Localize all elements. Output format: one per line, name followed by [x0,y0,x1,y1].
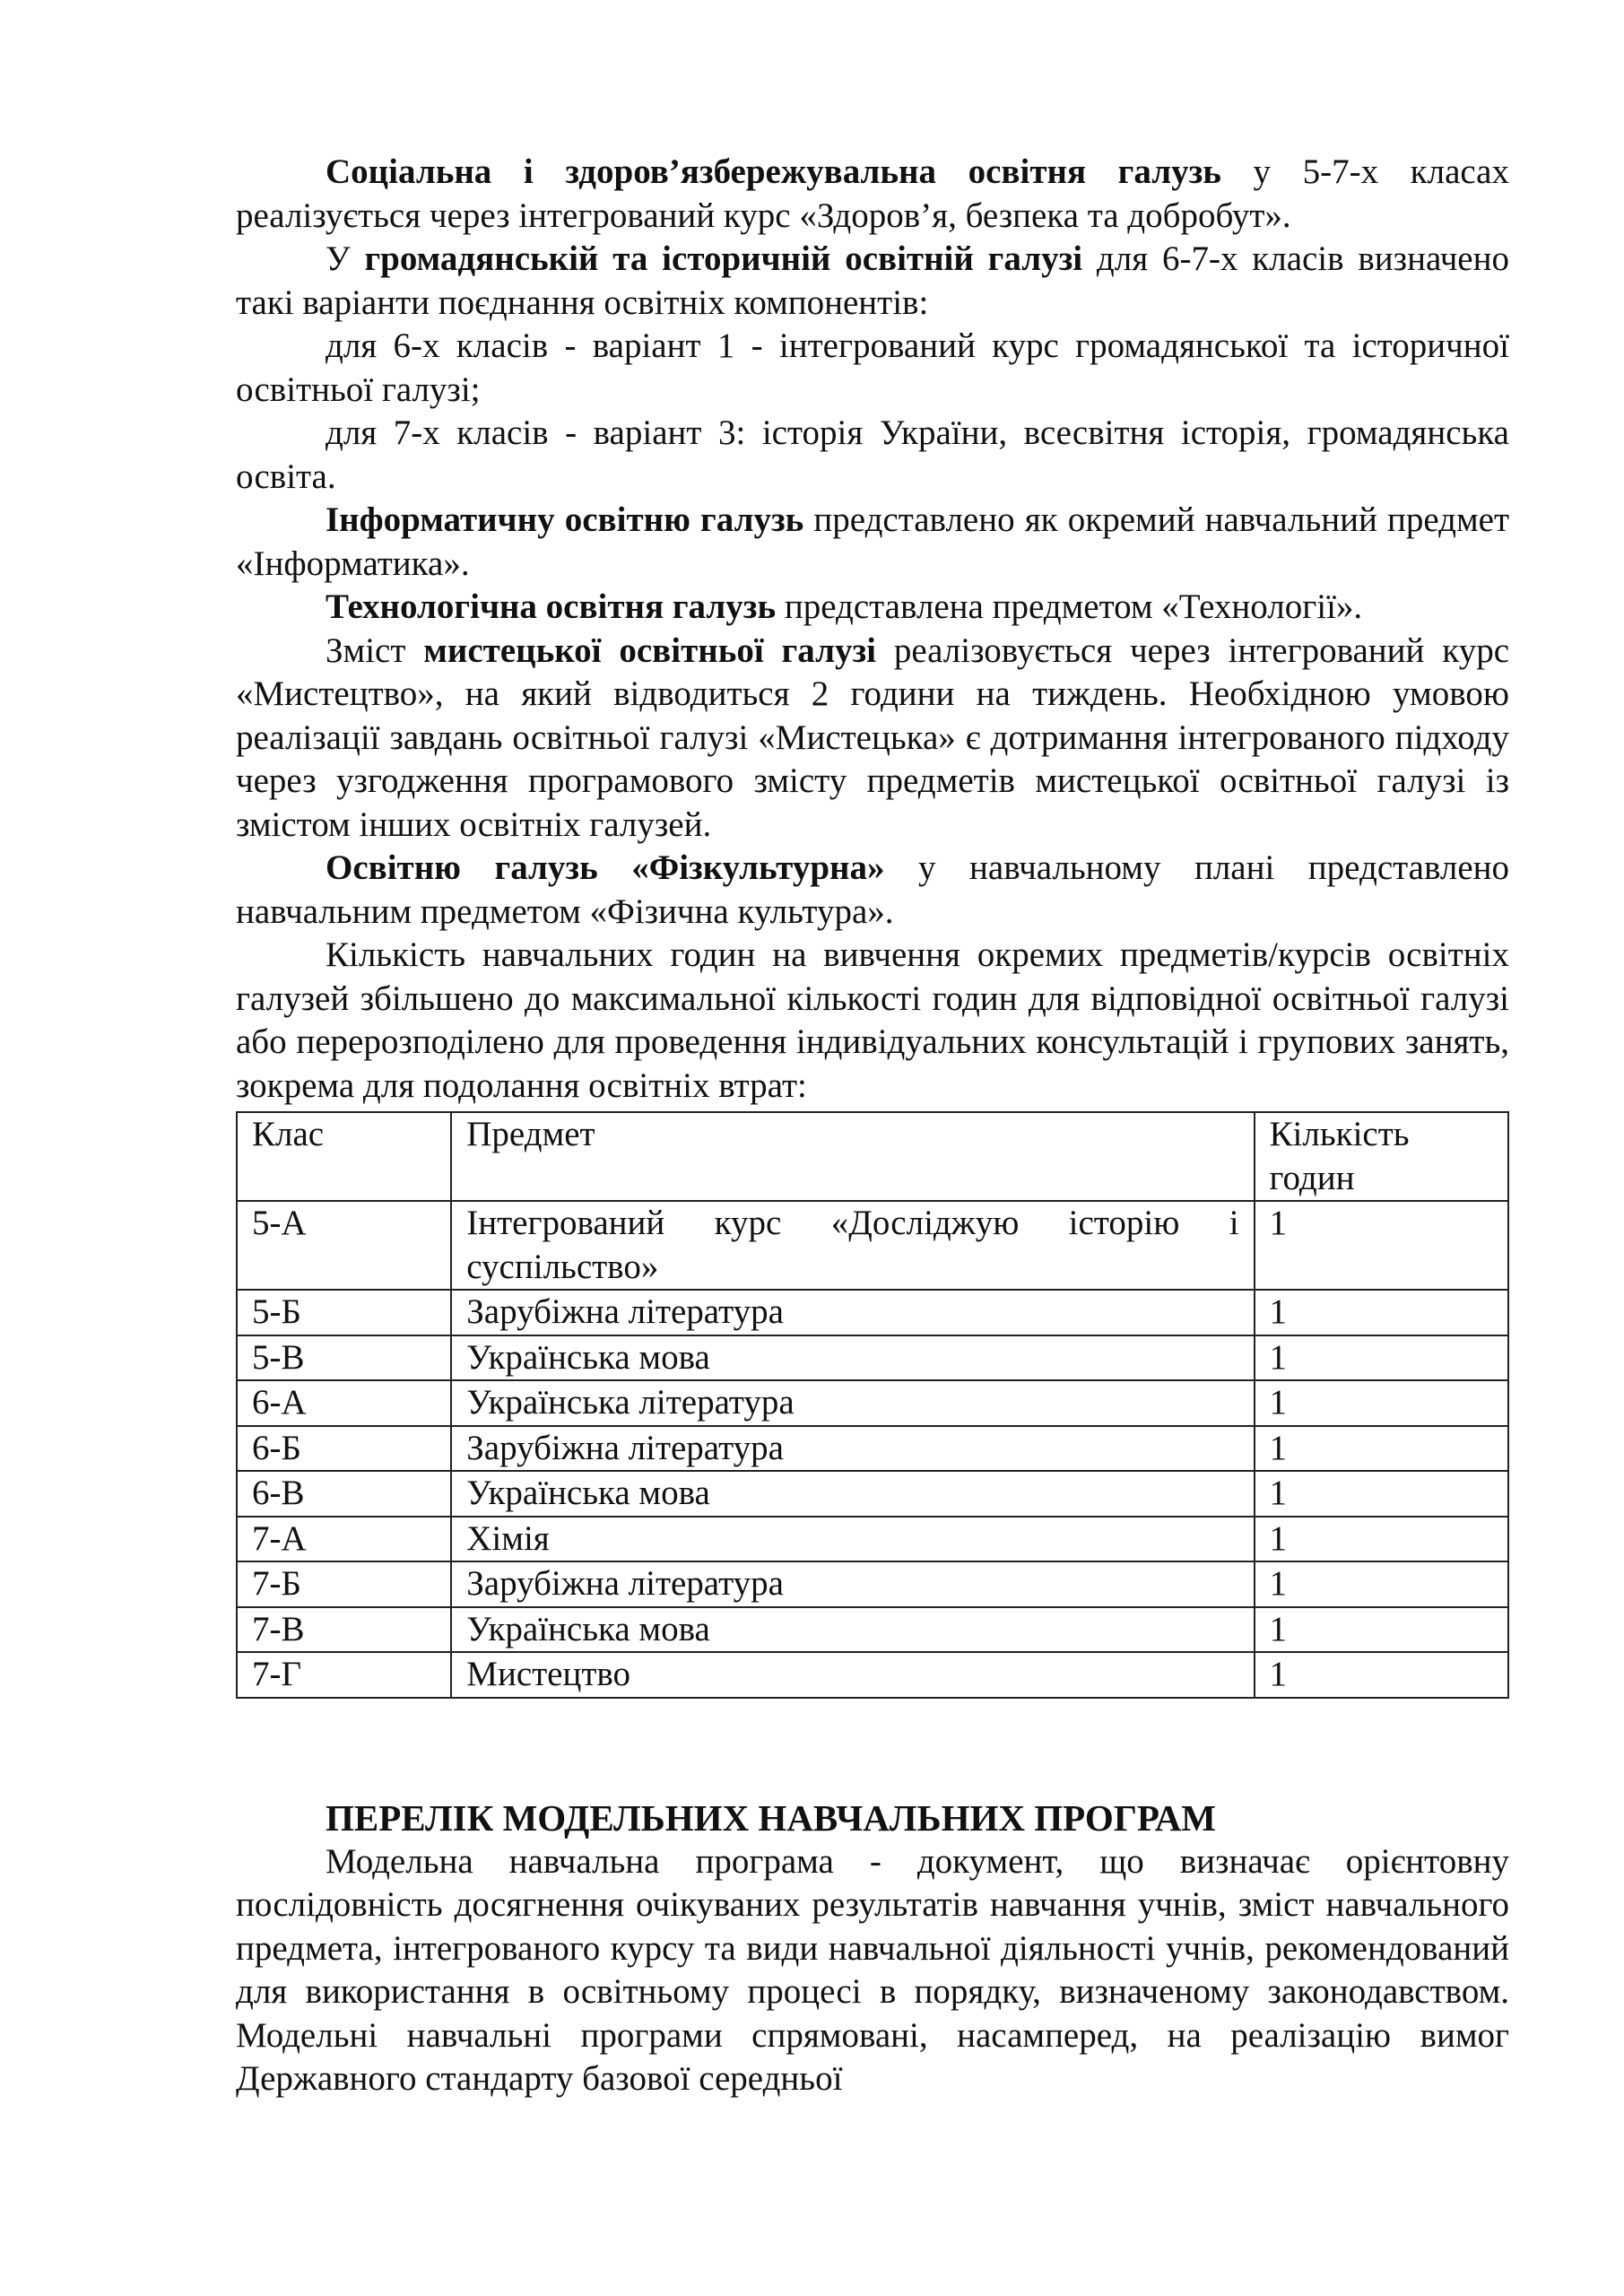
cell-hours: 1 [1255,1426,1508,1472]
paragraph-social-health-heading: Соціальна і здоров’язбережувальна освітня галузь [326,152,1221,191]
paragraph-arts-heading: мистецької освітньої галузі [423,631,876,670]
paragraph-physical-education [236,847,1509,934]
table-row [237,1426,1508,1472]
hours-table-header-row [237,1112,1508,1201]
paragraph-informatics-heading: Інформатичну освітню галузь [326,500,804,539]
paragraph-technology-text: представлена предметом «Технології». [776,587,1363,626]
header-subject: Предмет [451,1112,1254,1201]
table-row [237,1652,1508,1698]
paragraph-technology-heading: Технологічна освітня галузь [326,587,777,626]
paragraph-social-health [236,151,1509,238]
paragraph-hours-intro: Кількість навчальних годин на вивчення окремих предметів/курсів освітніх галузей збільшено до максимальної кількості годин для відповідної освітньої галузі або перерозподілено для проведення індивідуальних консультацій і групових занять, зокрема для подолання освітніх втрат: [236,935,1509,1105]
table-row [237,1561,1508,1607]
cell-hours: 1 [1255,1561,1508,1607]
cell-hours: 1 [1255,1607,1508,1653]
paragraph-informatics-text: представлено як окремий навчальний предмет «Інформатика». [236,500,1509,583]
paragraph-physical-education-text: у навчальному плані представлено навчальним предметом «Фізична культура». [236,848,1509,931]
paragraph-physical-education-heading: Освітню галузь «Фізкультурна» [326,848,885,887]
cell-hours: 1 [1255,1380,1508,1426]
cell-class: 7-А [237,1517,451,1562]
cell-hours: 1 [1255,1517,1508,1562]
paragraph-civic-history [236,238,1509,325]
hours-table-head [237,1112,1508,1201]
cell-subject: Мистецтво [451,1652,1254,1698]
paragraph-civic-history-heading: громадянській та історичній освітній галузі [364,239,1083,278]
header-hours: Кількість годин [1255,1112,1508,1201]
cell-subject: Зарубіжна література [451,1290,1254,1335]
cell-subject: Хімія [451,1517,1254,1562]
table-row [237,1380,1508,1426]
table-row [237,1607,1508,1653]
hours-table-body [237,1201,1508,1698]
cell-subject: Українська мова [451,1471,1254,1517]
table-row [237,1290,1508,1335]
paragraph-arts-prefix: Зміст [326,631,424,670]
section-title: ПЕРЕЛІК МОДЕЛЬНИХ НАВЧАЛЬНИХ ПРОГРАМ [326,1796,1217,1839]
header-class: Клас [237,1112,451,1201]
paragraph-technology [236,586,1509,630]
cell-hours: 1 [1255,1471,1508,1517]
cell-hours: 1 [1255,1335,1508,1381]
cell-class: 5-В [237,1335,451,1381]
table-row [237,1335,1508,1381]
table-row [237,1471,1508,1517]
cell-class: 5-Б [237,1290,451,1335]
paragraph-arts [236,630,1509,848]
table-row [237,1201,1508,1290]
paragraph-informatics [236,499,1509,586]
cell-hours: 1 [1255,1290,1508,1335]
cell-subject: Українська література [451,1380,1254,1426]
cell-class: 7-Б [237,1561,451,1607]
cell-subject: Зарубіжна література [451,1561,1254,1607]
hours-table [236,1111,1509,1699]
cell-subject: Зарубіжна література [451,1426,1254,1472]
paragraph-social-health-text: у 5-7-х класах реалізується через інтегрований курс «Здоров’я, безпека та добробут». [236,152,1509,235]
cell-class: 6-Б [237,1426,451,1472]
paragraph-civic-grade6: для 6-х класів - варіант 1 - інтегрований курс громадянської та історичної освітньої галузі; [236,326,1509,409]
paragraph-civic-history-prefix: У [326,239,365,278]
cell-hours: 1 [1255,1652,1508,1698]
paragraph-model-programs: Модельна навчальна програма - документ, що визначає орієнтовну послідовність досягнення очікуваних результатів навчання учнів, зміст навчального предмета, інтегрованого курсу та види навчальної діяльності учнів, рекомендований для використання в освітньому процесі в порядку, визначеному законодавством. Модельні навчальні програми спрямовані, насамперед, на реалізацію вимог Державного стандарту базової середньої [236,1841,1509,2098]
cell-class: 5-А [237,1201,451,1290]
cell-hours: 1 [1255,1201,1508,1290]
cell-subject: Українська мова [451,1335,1254,1381]
paragraph-civic-history-text: для 6-7-х класів визначено такі варіанти поєднання освітніх компонентів: [236,239,1509,322]
cell-class: 6-В [237,1471,451,1517]
cell-class: 6-А [237,1380,451,1426]
cell-subject: Українська мова [451,1607,1254,1653]
cell-subject: Інтегрований курс «Досліджую історію і суспільство» [451,1201,1254,1290]
cell-class: 7-В [237,1607,451,1653]
paragraph-arts-text: реалізовується через інтегрований курс «Мистецтво», на який відводиться 2 години на тиждень. Необхідною умовою реалізації завдань освітньої галузі «Мистецька» є дотримання інтегрованого підходу через узгодження програмового змісту предметів мистецької освітньої галузі із змістом інших освітніх галузей. [236,631,1509,844]
paragraph-civic-grade7: для 7-х класів - варіант 3: історія України, всесвітня історія, громадянська освіта. [236,413,1509,496]
document-content [236,151,1509,2101]
cell-class: 7-Г [237,1652,451,1698]
table-row [237,1517,1508,1562]
